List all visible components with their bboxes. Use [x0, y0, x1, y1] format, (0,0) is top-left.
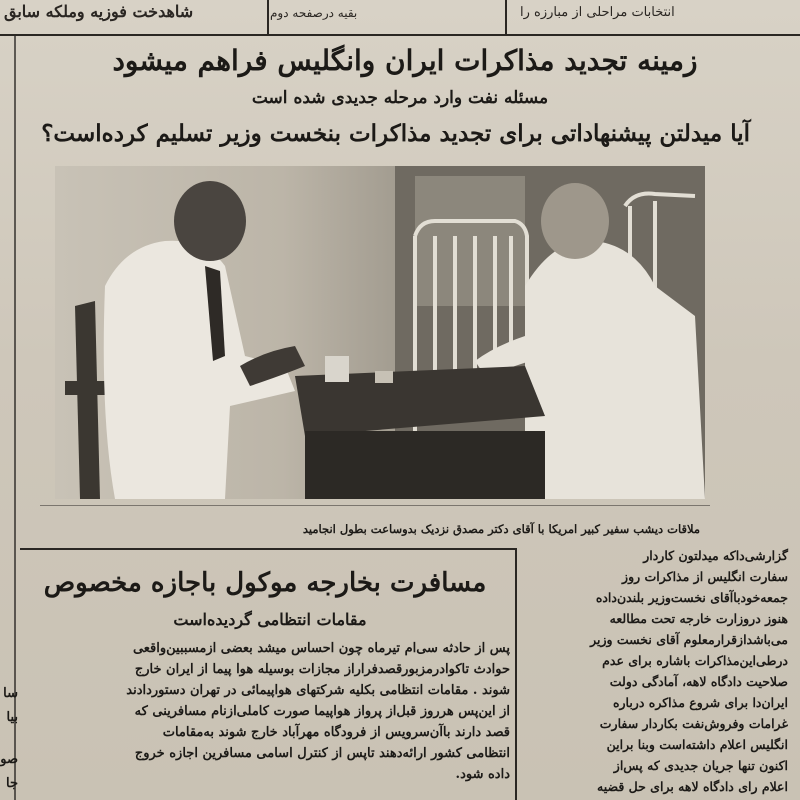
- side-line: ایران‌دا برای شروع مذاکره درباره: [612, 695, 788, 710]
- side-line: درطی‌این‌مذاکرات باشاره برای عدم: [602, 653, 788, 668]
- photo-underline: [40, 505, 710, 506]
- story-line: حوادث تاکوادرمزبورقصدفراراز مجازات بوسیله هوا پیما از ایران خارج: [134, 662, 510, 677]
- story-headline: مسافرت بخارجه موکول باجازه مخصوص: [43, 568, 487, 598]
- top-divider-left: [267, 0, 269, 34]
- top-strip: [0, 0, 800, 36]
- photo-chair-back: [75, 301, 100, 499]
- photo-cup: [325, 356, 349, 382]
- side-line: غرامات وفروش‌نفت بکاردار سفارت: [599, 716, 788, 731]
- top-rule: [0, 34, 800, 36]
- top-divider-right: [505, 0, 507, 34]
- side-line: هنوز دروزارت خارجه تحت مطالعه: [609, 611, 788, 626]
- side-line: جمعه‌خودباآقای نخست‌وزیر بلندن‌داده: [595, 590, 788, 605]
- story-line: انتظامی کشور ارائه‌دهند تاپس از کنترل اسامی مسافرین اجازه خروج: [134, 746, 510, 761]
- continued-note: بقیه درصفحه دوم: [270, 6, 358, 20]
- edge-fragment: بیا: [6, 710, 18, 725]
- edge-fragment: جا: [6, 776, 18, 791]
- main-headline: زمینه تجدید مذاکرات ایران وانگلیس فراهم میشود: [112, 44, 698, 77]
- photo-seated-man-head: [174, 181, 246, 261]
- story-line: قصد دارند باآن‌سرویس از فرودگاه مهرآباد خارج شوند به‌مقامات: [162, 725, 510, 740]
- photo-caption: ملاقات دیشب سفیر کبیر امریکا با آقای دکتر مصدق نزدیک بدوساعت بطول انجامید: [302, 522, 700, 536]
- story-line: شوند . مقامات انتظامی بکلیه شرکتهای هواپیمائی در تهران دستوردادند: [126, 683, 510, 698]
- side-line: می‌باشدازقرارمعلوم آقای نخست وزیر: [590, 632, 788, 647]
- photo-ashtray: [375, 371, 393, 383]
- photo-table-base: [305, 431, 545, 499]
- edge-fragment: صو: [0, 752, 18, 767]
- story-line: پس از حادثه سی‌ام تیرماه چون احساس میشد بعضی ازمسببین‌واقعی: [132, 641, 510, 656]
- edge-fragment: سا: [3, 686, 18, 701]
- story-subhead: مقامات انتظامی گردیده‌است: [173, 610, 367, 629]
- side-line: انگلیس اعلام داشته‌است وبنا براین: [606, 737, 788, 752]
- question-headline: آیا میدلتن پیشنهاداتی برای تجدید مذاکرات بنخست وزیر تسلیم کرده‌است؟: [41, 120, 750, 147]
- main-subhead: مسئله نفت وارد مرحله جدیدی شده است: [251, 88, 549, 108]
- side-line: سفارت انگلیس از مذاکرات روز: [622, 569, 788, 584]
- photo-window: [415, 176, 525, 306]
- side-line: گزارشی‌داکه میدلتون کاردار: [643, 548, 788, 563]
- top-left-headline: شاهدخت فوزیه وملکه سابق: [4, 2, 194, 21]
- side-line: اعلام رای دادگاه لاهه برای حل قضیه: [597, 779, 788, 794]
- news-photograph: [55, 166, 705, 499]
- column-divider: [515, 548, 517, 800]
- story-top-rule: [20, 548, 515, 550]
- story-line: داده شود.: [455, 767, 510, 782]
- side-line: اکنون تنها جریان جدیدی که پس‌از: [613, 758, 788, 773]
- story-line: از این‌پس هرروز قبل‌از پرواز هواپیما صورت کاملی‌ازنام مسافرینی که: [134, 704, 510, 719]
- story-body: [25, 638, 510, 785]
- side-line: صلاحیت دادگاه لاهه، آمادگی دولت: [609, 674, 788, 689]
- top-right-headline: انتخابات مراحلی از مبارزه را: [520, 5, 675, 20]
- side-column: [520, 545, 788, 797]
- photo-illustration: [55, 166, 705, 499]
- photo-man-in-bed-head: [541, 183, 609, 259]
